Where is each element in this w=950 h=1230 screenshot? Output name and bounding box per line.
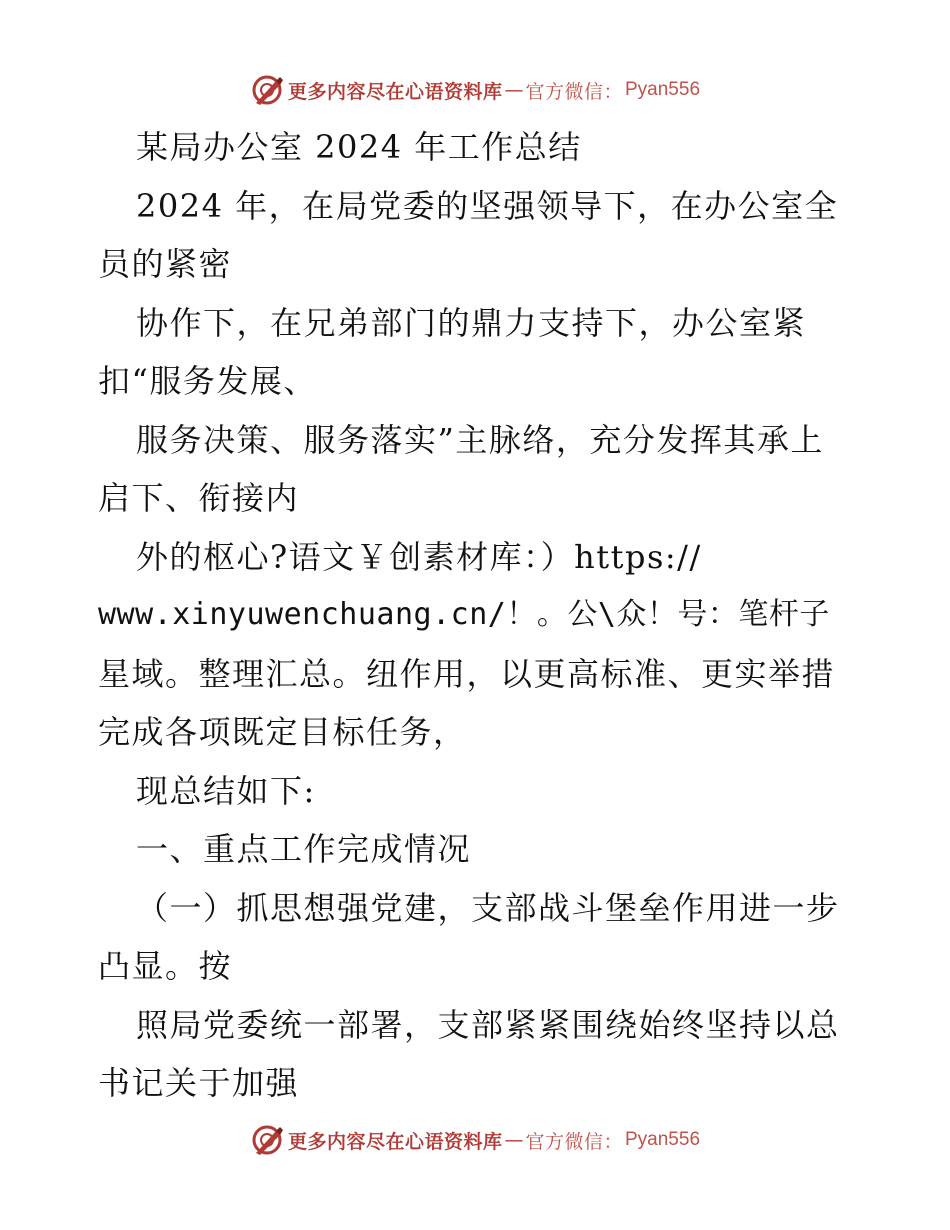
text-line: 星域。整理汇总。纽作用，以更高标准、更实举措	[98, 654, 836, 693]
text-line: 2024 年，在局党委的坚强领导下，在办公室全	[136, 186, 839, 225]
text-line: 现总结如下:	[136, 771, 316, 810]
text-line: 完成各项既定目标任务，	[98, 713, 467, 751]
banner-dash: —	[504, 1129, 524, 1151]
text-line: 服务决策、服务落实”主脉络，充分发挥其承上	[136, 420, 824, 459]
banner-wechat-id: Pyan556	[625, 1129, 701, 1150]
footer-banner	[0, 1120, 950, 1160]
pen-logo-icon	[250, 1123, 284, 1157]
pen-logo-icon	[250, 73, 284, 107]
header-banner	[0, 70, 950, 110]
text-line: 协作下，在兄弟部门的鼎力支持下，办公室紧	[136, 303, 807, 342]
subsection-heading: （一）抓思想强党建，支部战斗堡垒作用进一步	[136, 888, 840, 927]
banner-wechat-label: 官方微信：	[525, 1130, 623, 1153]
banner-dash: —	[504, 79, 524, 101]
document-title: 某局办公室 2024 年工作总结	[136, 128, 582, 166]
banner-brand-text: 更多内容尽在心语资料库	[287, 80, 503, 103]
banner-wechat-id: Pyan556	[625, 79, 701, 100]
document-body	[98, 118, 858, 1113]
section-heading: 一、重点工作完成情况	[136, 830, 472, 868]
text-line: 启下、衔接内	[98, 479, 300, 517]
text-line: 照局党委统一部署，支部紧紧围绕始终坚持以总	[136, 1005, 840, 1044]
text-line: 书记关于加强	[98, 1064, 300, 1102]
text-line: 凸显。按	[98, 947, 233, 985]
text-line: www.xinyuwenchuang.cn/！。公\众！号：笔杆子	[98, 597, 830, 632]
text-line: 扣“服务发展、	[98, 362, 317, 400]
text-line: 外的枢心?语文￥创素材库：）https://	[136, 537, 702, 576]
banner-brand-text: 更多内容尽在心语资料库	[287, 1130, 503, 1153]
text-line: 员的紧密	[98, 245, 233, 283]
banner-wechat-label: 官方微信：	[525, 80, 623, 103]
